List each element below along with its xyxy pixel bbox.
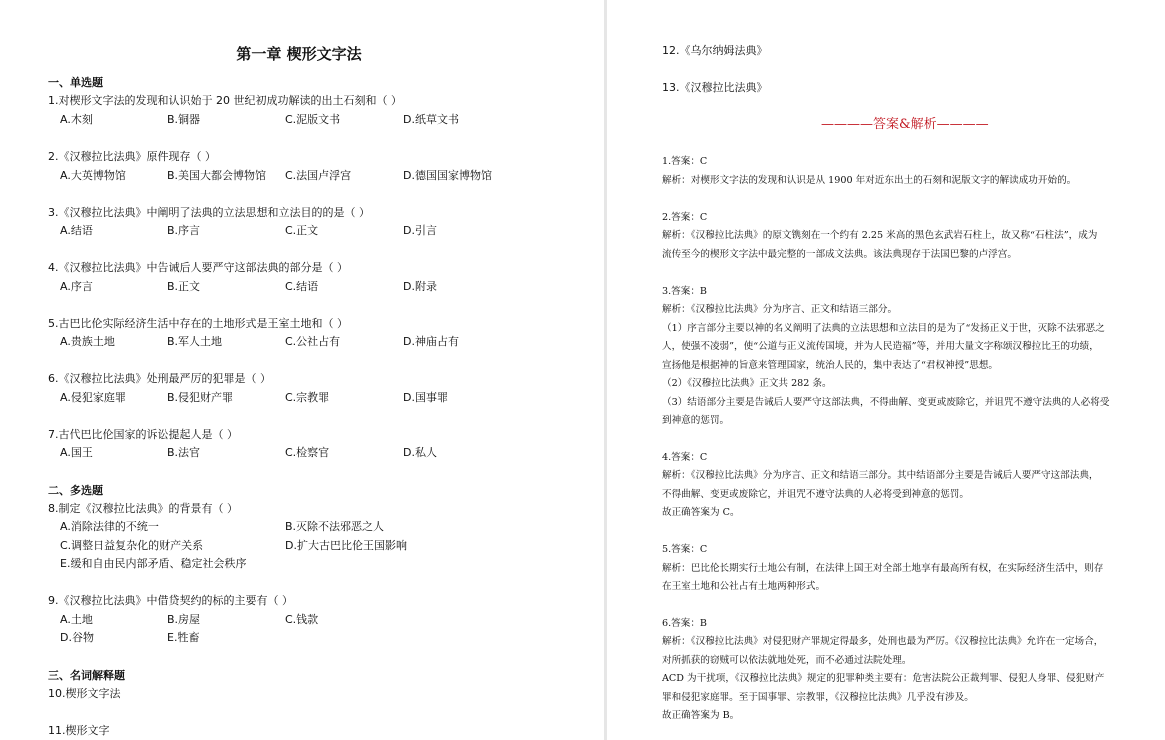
answers-header: ————答案&解析———— <box>821 117 989 132</box>
q9-option-c: C.钱款 <box>285 613 319 626</box>
q6-option-b: B.侵犯财产罪 <box>167 391 234 404</box>
q7-option-b: B.法官 <box>167 446 201 459</box>
answer-3-line-6: （3）结语部分主要是告诫后人要严守这部法典，不得曲解、变更或废除它，并诅咒不遵守法典的人必将受 <box>662 397 1110 408</box>
q9-option-b: B.房屋 <box>167 613 201 626</box>
question-7: 7.古代巴比伦国家的诉讼提起人是（ ） <box>48 428 238 441</box>
question-4: 4.《汉穆拉比法典》中告诫后人要严守这部法典的部分是（ ） <box>48 261 348 274</box>
q9-option-a: A.土地 <box>60 613 93 626</box>
answer-3-line-3: 人，使强不凌弱”，使“公道与正义流传国境，并为人民造福”等，并用大量文字称颂汉穆拉比王的功绩， <box>662 341 1099 352</box>
q3-option-b: B.序言 <box>167 224 201 237</box>
q8-option-a: A.消除法律的不统一 <box>60 520 159 533</box>
answer-6-line-1: 解析：《汉穆拉比法典》对侵犯财产罪规定得最多，处刑也最为严厉。《汉穆拉比法典》允许在一定场合， <box>662 636 1104 647</box>
question-9: 9.《汉穆拉比法典》中借贷契约的标的主要有（ ） <box>48 594 293 607</box>
right-page <box>607 0 1165 740</box>
q8-option-b: B.灭除不法邪恶之人 <box>285 520 385 533</box>
answer-3-line-5: （2）《汉穆拉比法典》正文共 282 条。 <box>662 378 832 389</box>
section-terms: 三、名词解释题 <box>48 669 125 682</box>
q1-option-b: B.铜器 <box>167 113 201 126</box>
question-12: 12.《乌尔纳姆法典》 <box>662 44 768 57</box>
q7-option-a: A.国王 <box>60 446 93 459</box>
answer-6-line-3: ACD 为干扰项，《汉穆拉比法典》规定的犯罪种类主要有：危害法院公正裁判罪、侵犯人身罪、侵犯财产 <box>662 673 1105 684</box>
answer-3-label: 3.答案：B <box>662 286 707 297</box>
answer-4-line-3: 故正确答案为 C。 <box>662 507 740 518</box>
question-6: 6.《汉穆拉比法典》处刑最严厉的犯罪是（ ） <box>48 372 271 385</box>
answer-6-line-4: 罪和侵犯家庭罪。至于国事罪、宗教罪，《汉穆拉比法典》几乎没有涉及。 <box>662 692 974 703</box>
answer-6-line-2: 对所抓获的窃贼可以依法就地处死，而不必通过法院处理。 <box>662 655 912 666</box>
answer-3-line-2: （1）序言部分主要以神的名义阐明了法典的立法思想和立法目的是为了“发扬正义于世，灭除不法邪恶之 <box>662 323 1105 334</box>
question-11: 11.楔形文字 <box>48 724 110 737</box>
answer-6-label: 6.答案：B <box>662 618 707 629</box>
q7-option-c: C.检察官 <box>285 446 330 459</box>
q3-option-c: C.正文 <box>285 224 319 237</box>
answer-3-line-7: 到神意的惩罚。 <box>662 415 730 426</box>
question-1: 1.对楔形文字法的发现和认识始于 20 世纪初成功解读的出土石刻和（ ） <box>48 94 402 107</box>
answer-2-label: 2.答案：C <box>662 212 708 223</box>
q2-option-c: C.法国卢浮宫 <box>285 169 352 182</box>
q1-option-c: C.泥版文书 <box>285 113 341 126</box>
section-multi-choice: 二、多选题 <box>48 484 103 497</box>
q8-option-e: E.缓和自由民内部矛盾、稳定社会秩序 <box>60 557 247 570</box>
answer-2-line-2: 流传至今的楔形文字法中最完整的一部成文法典。该法典现存于法国巴黎的卢浮宫。 <box>662 249 1017 260</box>
q4-option-d: D.附录 <box>403 280 437 293</box>
answer-3-line-4: 宣扬他是根据神的旨意来管理国家，统治人民的，集中表达了“君权神授”思想。 <box>662 360 998 371</box>
q6-option-a: A.侵犯家庭罪 <box>60 391 126 404</box>
section-single-choice: 一、单选题 <box>48 76 103 89</box>
q3-option-d: D.引言 <box>403 224 437 237</box>
q4-option-a: A.序言 <box>60 280 93 293</box>
q9-option-e: E.牲畜 <box>167 631 200 644</box>
answer-2-line-1: 解析：《汉穆拉比法典》的原文镌刻在一个约有 2.25 米高的黑色玄武岩石柱上，故又称“石柱法”，成为 <box>662 230 1098 241</box>
answer-5-line-1: 解析：巴比伦长期实行土地公有制，在法律上国王对全部土地享有最高所有权，在实际经济生活中，则存 <box>662 563 1104 574</box>
question-5: 5.古巴比伦实际经济生活中存在的土地形式是王室土地和（ ） <box>48 317 348 330</box>
q7-option-d: D.私人 <box>403 446 437 459</box>
q5-option-d: D.神庙占有 <box>403 335 459 348</box>
q5-option-b: B.军人土地 <box>167 335 223 348</box>
question-13: 13.《汉穆拉比法典》 <box>662 81 768 94</box>
answer-4-line-2: 不得曲解、变更或废除它，并诅咒不遵守法典的人必将受到神意的惩罚。 <box>662 489 969 500</box>
answer-4-line-1: 解析：《汉穆拉比法典》分为序言、正文和结语三部分。其中结语部分主要是告诫后人要严守这部法典， <box>662 470 1099 481</box>
answer-6-line-5: 故正确答案为 B。 <box>662 710 740 721</box>
question-10: 10.楔形文字法 <box>48 687 121 700</box>
q3-option-a: A.结语 <box>60 224 93 237</box>
q2-option-b: B.美国大都会博物馆 <box>167 169 267 182</box>
q4-option-c: C.结语 <box>285 280 319 293</box>
q1-option-a: A.木刻 <box>60 113 93 126</box>
q8-option-d: D.扩大古巴比伦王国影响 <box>285 539 407 552</box>
q4-option-b: B.正文 <box>167 280 201 293</box>
answer-3-line-1: 解析：《汉穆拉比法典》分为序言、正文和结语三部分。 <box>662 304 898 315</box>
answer-5-label: 5.答案：C <box>662 544 708 555</box>
q5-option-a: A.贵族土地 <box>60 335 115 348</box>
question-8: 8.制定《汉穆拉比法典》的背景有（ ） <box>48 502 238 515</box>
answer-1-label: 1.答案：C <box>662 156 708 167</box>
answer-4-label: 4.答案：C <box>662 452 708 463</box>
answer-1-line-1: 解析：对楔形文字法的发现和认识是从 1900 年对近东出土的石刻和泥版文字的解读成功开始的。 <box>662 175 1077 186</box>
q8-option-c: C.调整日益复杂化的财产关系 <box>60 539 204 552</box>
q5-option-c: C.公社占有 <box>285 335 341 348</box>
question-3: 3.《汉穆拉比法典》中阐明了法典的立法思想和立法目的的是（ ） <box>48 206 370 219</box>
q1-option-d: D.纸草文书 <box>403 113 459 126</box>
chapter-title: 第一章 楔形文字法 <box>236 45 362 63</box>
q2-option-d: D.德国国家博物馆 <box>403 169 492 182</box>
question-2: 2.《汉穆拉比法典》原件现存（ ） <box>48 150 216 163</box>
answer-5-line-2: 在王室土地和公社占有土地两种形式。 <box>662 581 826 592</box>
q2-option-a: A.大英博物馆 <box>60 169 126 182</box>
q6-option-d: D.国事罪 <box>403 391 448 404</box>
q6-option-c: C.宗教罪 <box>285 391 330 404</box>
q9-option-d: D.谷物 <box>60 631 94 644</box>
